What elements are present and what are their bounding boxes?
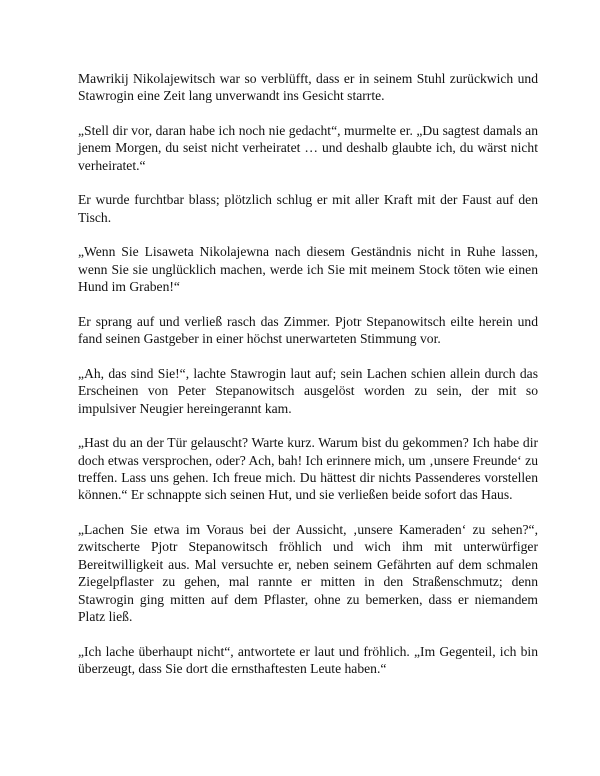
- paragraph-5: Er sprang auf und verließ rasch das Zimmer. Pjotr Stepanowitsch eilte herein und fand seinen Gastgeber in einer höchst unerwarteten Stimmung vor.: [78, 313, 538, 347]
- paragraph-7: „Hast du an der Tür gelauscht? Warte kurz. Warum bist du gekommen? Ich habe dir doch etwas versprochen, oder? Ach, bah! Ich erinnere mich, um ‚unsere Freunde‘ zu treffen. Lass uns gehen. Ich freue mich. Du hättest dir nichts Passenderes vorstellen können.“ Er schnappte sich seinen Hut, und sie verließen beide sofort das Haus.: [78, 435, 538, 503]
- paragraph-6: „Ah, das sind Sie!“, lachte Stawrogin laut auf; sein Lachen schien allein durch das Erscheinen von Peter Stepanowitsch ausgelöst worden zu sein, der mit so impulsiver Neugier hereingerannt kam.: [78, 365, 538, 416]
- paragraph-9: „Ich lache überhaupt nicht“, antwortete er laut und fröhlich. „Im Gegenteil, ich bin überzeugt, dass Sie dort die ernsthaftesten Leute haben.“: [78, 643, 538, 677]
- body-text: [78, 70, 538, 695]
- paragraph-3: Er wurde furchtbar blass; plötzlich schlug er mit aller Kraft mit der Faust auf den Tisch.: [78, 192, 538, 225]
- paragraph-8: „Lachen Sie etwa im Voraus bei der Aussicht, ‚unsere Kameraden‘ zu sehen?“, zwitscherte Pjotr Stepanowitsch fröhlich und wich ihm mit unterwürfiger Bereitwilligkeit aus. Mal versuchte er, neben seinem Gefährten auf dem schmalen Ziegelpflaster zu gehen, mal rannte er mitten in den Straßenschmutz; denn Stawrogin ging mitten auf dem Pflaster, ohne zu bemerken, dass er niemandem Platz ließ.: [78, 522, 538, 625]
- paragraph-1: Mawrikij Nikolajewitsch war so verblüfft, dass er in seinem Stuhl zurückwich und Stawrogin eine Zeit lang unverwandt ins Gesicht starrte.: [78, 71, 538, 104]
- paragraph-2: „Stell dir vor, daran habe ich noch nie gedacht“, murmelte er. „Du sagtest damals an jenem Morgen, du seist nicht verheiratet … und deshalb glaubte ich, du wärst nicht verheiratet.“: [78, 123, 538, 173]
- paragraph-4: „Wenn Sie Lisaweta Nikolajewna nach diesem Geständnis nicht in Ruhe lassen, wenn Sie sie unglücklich machen, werde ich Sie mit meinem Stock töten wie einen Hund im Graben!“: [78, 244, 538, 295]
